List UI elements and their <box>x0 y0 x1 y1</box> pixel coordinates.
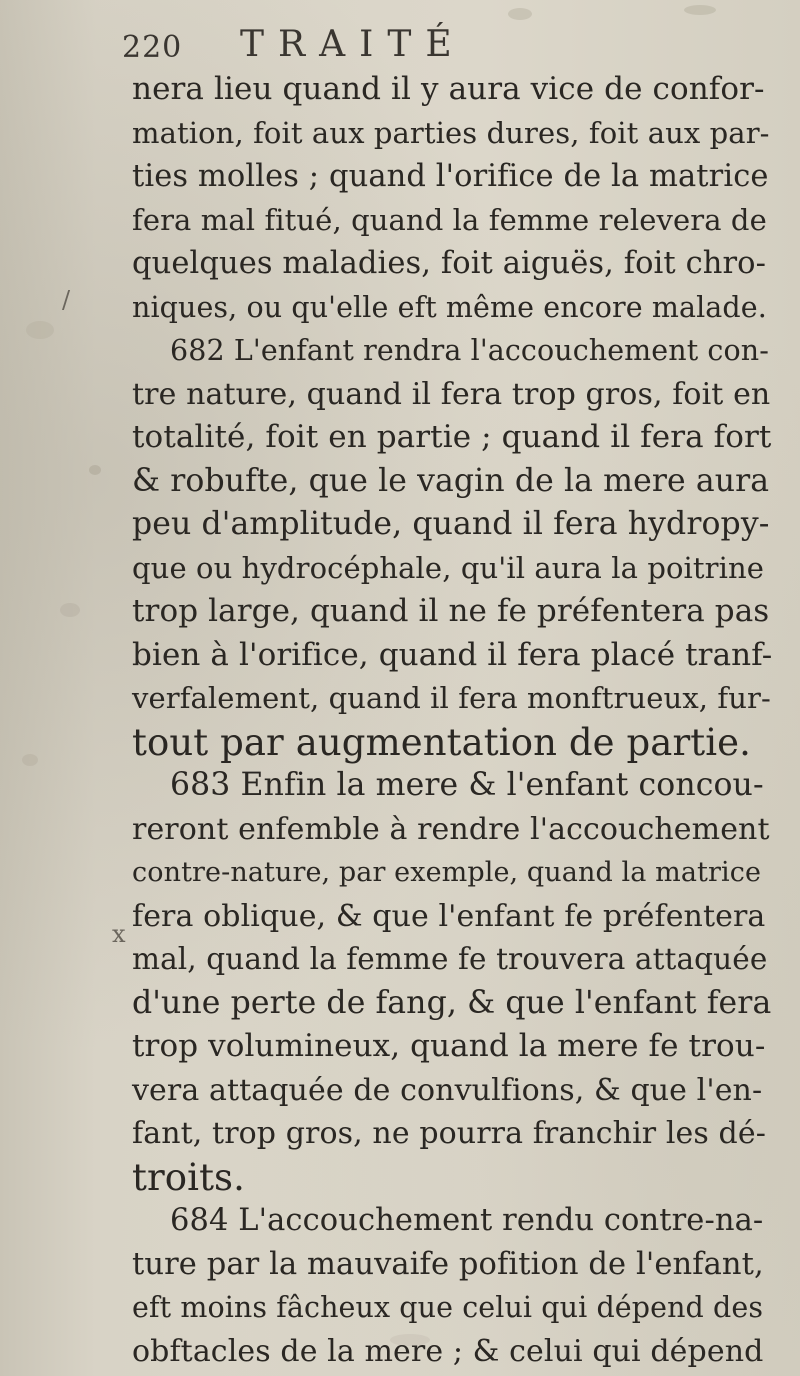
text-line: obftacles de la mere ; & celui qui dépend <box>132 1333 764 1369</box>
margin-mark: / <box>62 286 71 314</box>
text-line: nera lieu quand il y aura vice de confor- <box>132 71 765 107</box>
text-line: & robufte, que le vagin de la mere aura <box>132 462 770 499</box>
text-line: reront enfemble à rendre l'accouchement <box>132 811 770 847</box>
text-line: ties molles ; quand l'orifice de la matrice <box>132 159 769 194</box>
text-line: trop large, quand il ne fe préfentera pas <box>132 593 770 629</box>
margin-mark: x <box>112 920 126 948</box>
text-line: 683 Enfin la mere & l'enfant concou- <box>170 767 764 803</box>
page-header <box>0 20 800 70</box>
text-line: troits. <box>132 1155 245 1199</box>
text-line: peu d'amplitude, quand il fera hydropy- <box>132 506 770 542</box>
text-line: mation, foit aux parties dures, foit aux par- <box>132 115 770 150</box>
text-line: 682 L'enfant rendra l'accouchement con- <box>170 334 769 367</box>
text-line: tout par augmentation de partie. <box>132 720 752 764</box>
text-line: quelques maladies, foit aiguës, foit chro- <box>132 246 767 281</box>
text-line: d'une perte de fang, & que l'enfant fera <box>132 984 772 1021</box>
text-line: totalité, foit en partie ; quand il fera fort <box>132 419 772 455</box>
text-line: vera attaquée de convulfions, & que l'en- <box>132 1072 763 1108</box>
text-line: verfalement, quand il fera monftrueux, fur- <box>132 681 771 715</box>
text-line: contre-nature, par exemple, quand la matrice <box>132 857 762 888</box>
text-line: mal, quand la femme fe trouvera attaquée <box>132 942 768 976</box>
text-line: fera oblique, & que l'enfant fe préfentera <box>132 898 766 934</box>
text-line: tre nature, quand il fera trop gros, foit en <box>132 376 771 412</box>
text-line: eft moins fâcheux que celui qui dépend des <box>132 1291 764 1324</box>
text-line: fera mal fitué, quand la femme relevera de <box>132 202 767 237</box>
page-number: 220 <box>122 30 183 65</box>
text-line: ture par la mauvaife pofition de l'enfant, <box>132 1246 764 1282</box>
body-text <box>132 68 772 1373</box>
text-line: trop volumineux, quand la mere fe trou- <box>132 1028 766 1064</box>
text-line: que ou hydrocéphale, qu'il aura la poitrine <box>132 550 765 585</box>
text-line: fant, trop gros, ne pourra franchir les dé- <box>132 1116 766 1151</box>
text-line: bien à l'orifice, quand il fera placé tranf- <box>132 636 773 673</box>
text-line: niques, ou qu'elle eft même encore malade. <box>132 290 767 324</box>
text-line: 684 L'accouchement rendu contre-na- <box>170 1203 764 1238</box>
running-title: TRAITÉ <box>240 24 466 65</box>
